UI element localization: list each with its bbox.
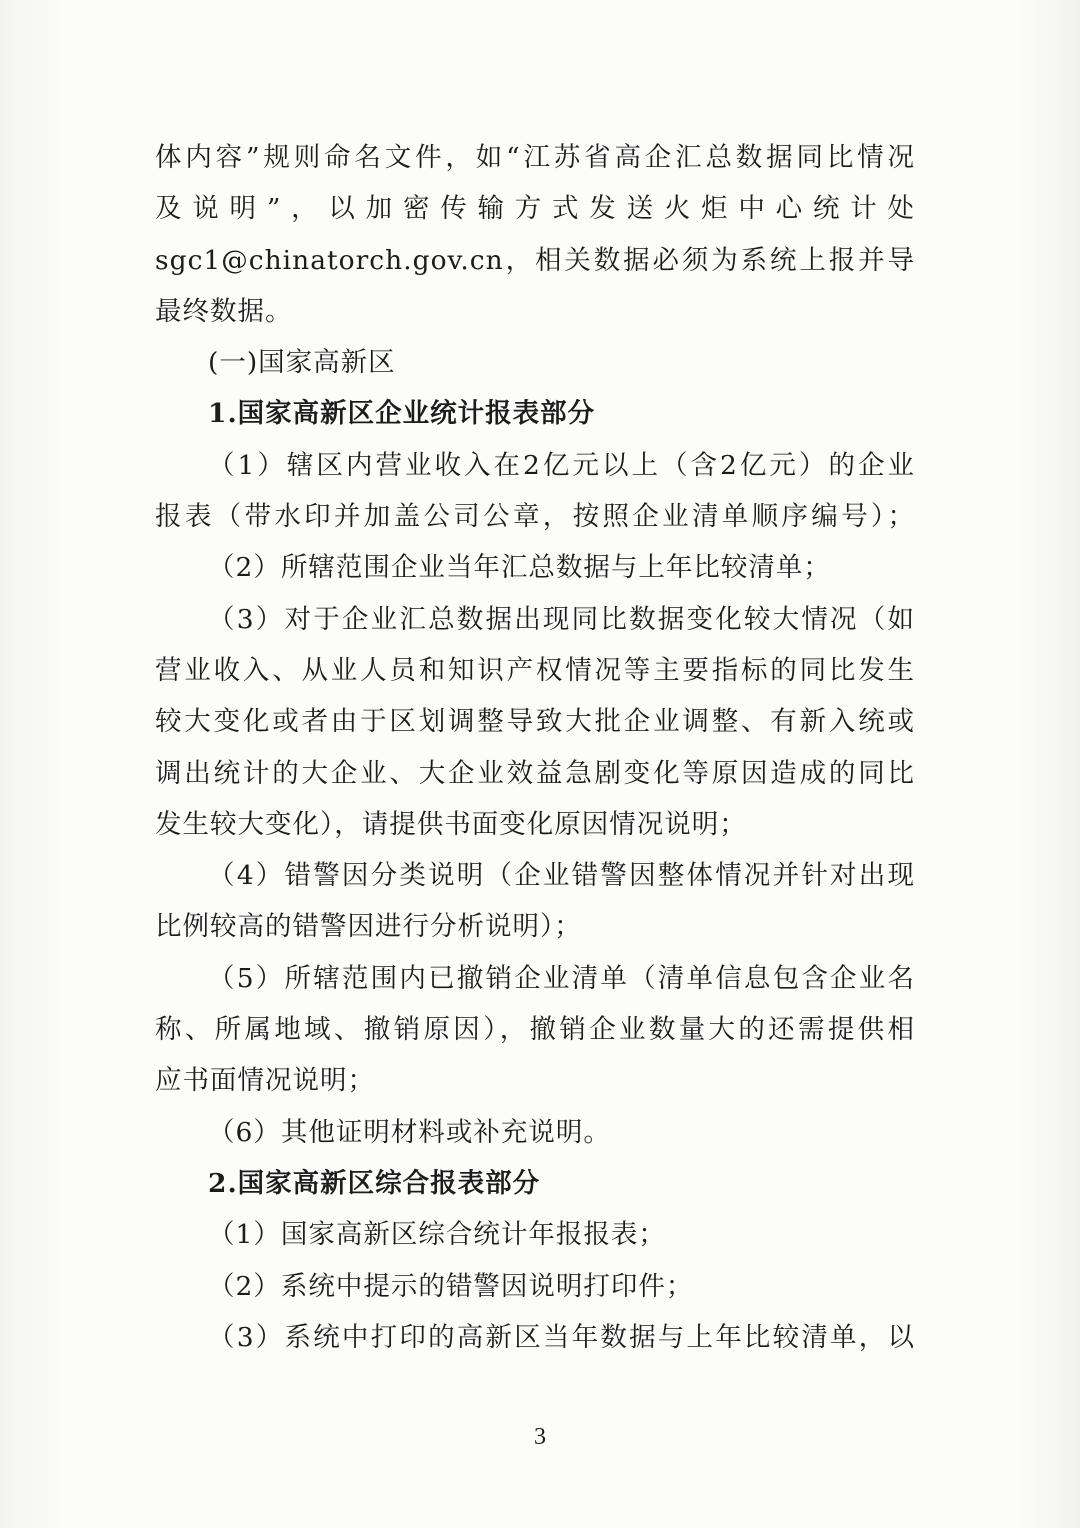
text-line: （4）错警因分类说明（企业错警因整体情况并针对出现 [208,860,915,892]
text-line: (一)国家高新区 [208,347,396,379]
text-line: 发生较大变化），请提供书面变化原因情况说明； [155,808,747,840]
text-line: （2）系统中提示的错警因说明打印件； [208,1270,694,1302]
text-line: 称、所属地域、撤销原因），撤销企业数量大的还需提供相 [155,1014,915,1046]
text-line: 应书面情况说明； [155,1065,375,1097]
text-line: （2）所辖范围企业当年汇总数据与上年比较清单； [208,552,831,584]
section-heading: 2.国家高新区综合报表部分 [208,1167,541,1199]
text-line: 体内容”规则命名文件，如“江苏省高企汇总数据同比情况 [155,142,915,173]
text-line: （1）辖区内营业收入在2亿元以上（含2亿元）的企业 [208,449,915,481]
document-body [155,132,915,1363]
text-line: 比例较高的错警因进行分析说明）； [155,911,582,943]
text-line: （5）所辖范围内已撤销企业清单（清单信息包含企业名 [208,962,915,994]
section-heading: 1.国家高新区企业统计报表部分 [208,398,596,430]
text-line: （3）对于企业汇总数据出现同比数据变化较大情况（如 [208,603,915,635]
text-line: （1）国家高新区综合统计年报报表； [208,1219,666,1251]
text-line: 最终数据。 [155,295,293,327]
page-number: 3 [534,1424,546,1450]
text-line: 营业收入、从业人员和知识产权情况等主要指标的同比发生 [155,654,915,686]
text-line: 较大变化或者由于区划调整导致大批企业调整、有新入统或 [155,706,915,738]
text-line: 报表（带水印并加盖公司公章，按照企业清单顺序编号）； [155,501,915,533]
text-line: 调出统计的大企业、大企业效益急剧变化等原因造成的同比 [155,757,915,789]
text-line: sgc1@chinatorch.gov.cn，相关数据必须为系统上报并导 [155,244,915,276]
text-line: （6）其他证明材料或补充说明。 [208,1116,611,1148]
text-line: （3）系统中打印的高新区当年数据与上年比较清单，以 [208,1321,915,1353]
text-line: 及说明”，以加密传输方式发送火炬中心统计处 [155,193,915,225]
